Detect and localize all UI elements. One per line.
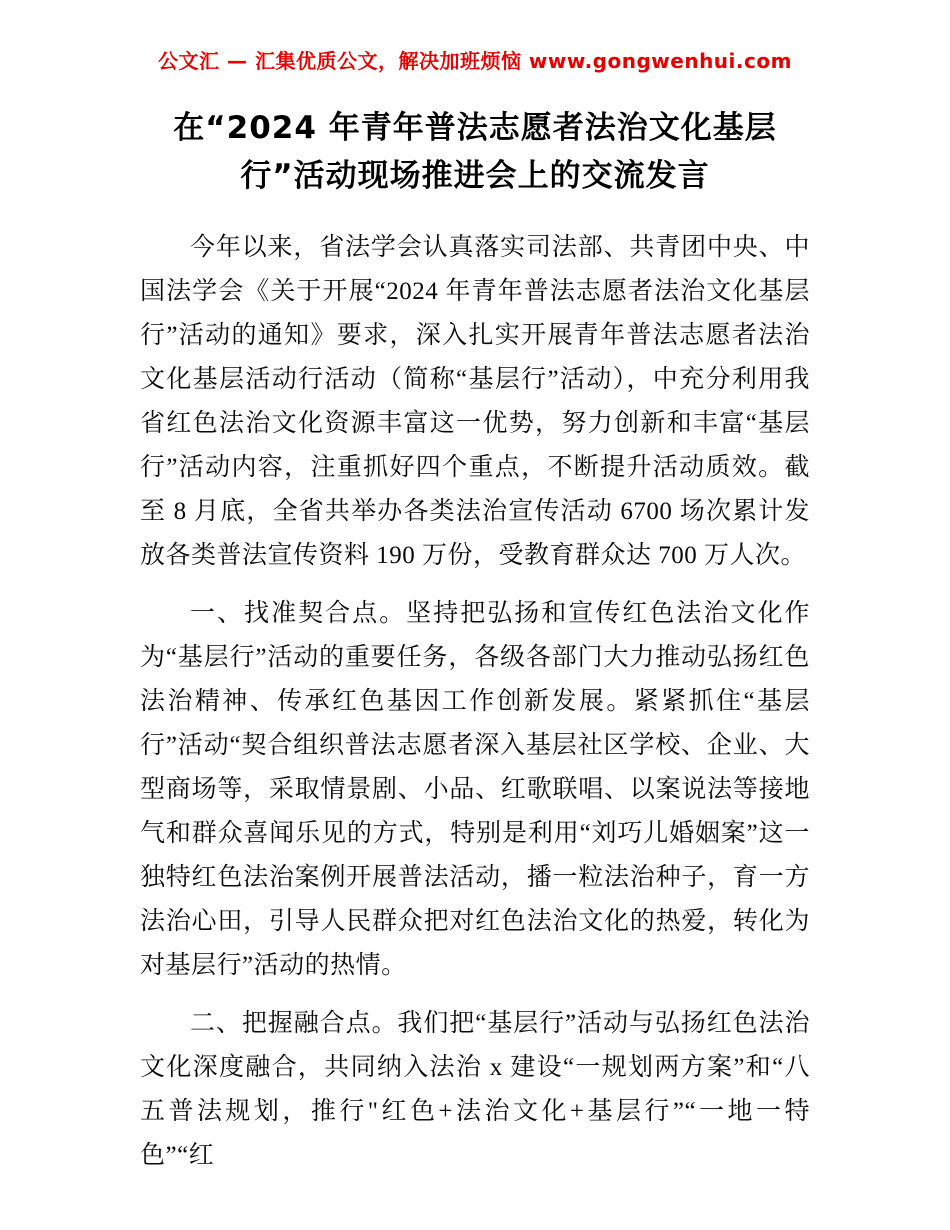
title-line-1: 在“2024 年青年普法志愿者法治文化基层 <box>173 110 777 146</box>
paragraph-point-2: 二、把握融合点。我们把“基层行”活动与弘扬红色法治文化深度融合，共同纳入法治 x 建设“一规划两方案”和“八五普法规划，推行"红色+法治文化+基层行”“一地一特色”“红 <box>140 1010 810 1169</box>
paragraph-point-1: 一、找准契合点。坚持把弘扬和宣传红色法治文化作为“基层行”活动的重要任务，各级各部门大力推动弘扬红色法治精神、传承红色基因工作创新发展。紧紧抓住“基层行”活动“契合组织普法志愿者深入基层社区学校、企业、大型商场等，采取情景剧、小品、红歌联唱、以案说法等接地气和群众喜闻乐见的方式，特别是利用“刘巧儿婚姻案”这一独特红色法治案例开展普法活动，播一粒法治种子，育一方法治心田，引导人民群众把对红色法治文化的热爱，转化为对基层行”活动的热情。 <box>140 600 810 979</box>
title-line-2: 行”活动现场推进会上的交流发言 <box>240 158 710 194</box>
document-title <box>130 104 820 200</box>
document-body <box>140 226 810 1178</box>
paragraph-intro: 今年以来，省法学会认真落实司法部、共青团中央、中国法学会《关于开展“2024 年青年普法志愿者法治文化基层行”活动的通知》要求，深入扎实开展青年普法志愿者法治文化基层活动行活动（简称“基层行”活动），中充分利用我省红色法治文化资源丰富这一优势，努力创新和丰富“基层行”活动内容，注重抓好四个重点，不断提升活动质效。截至 8 月底，全省共举办各类法治宣传活动 6700 场次累计发放各类普法宣传资料 190 万份，受教育群众达 700 万人次。 <box>140 234 810 569</box>
site-watermark-header: 公文汇 — 汇集优质公文，解决加班烦恼 www.gongwenhui.com <box>158 49 792 73</box>
